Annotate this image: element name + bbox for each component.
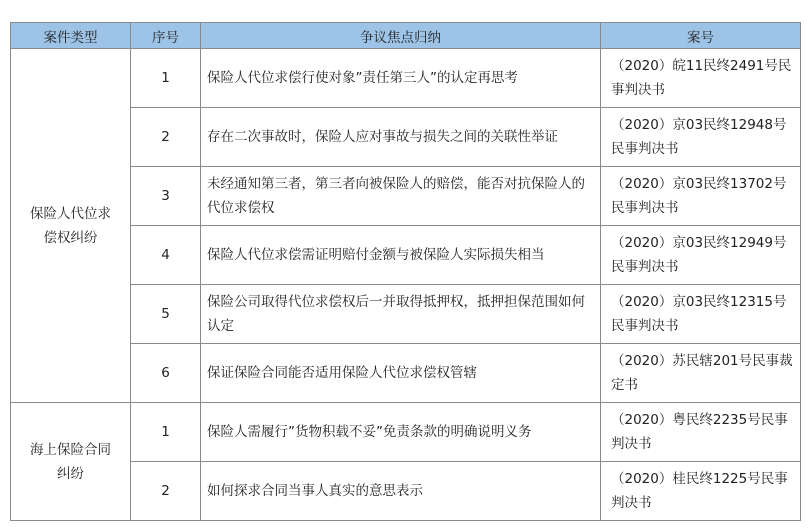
row-number: 1	[131, 49, 201, 108]
focus-cell: 未经通知第三者，第三者向被保险人的赔偿，能否对抗保险人的代位求偿权	[201, 167, 601, 226]
row-number: 4	[131, 226, 201, 285]
header-row	[11, 23, 801, 49]
case-type-cell: 保险人代位求偿权纠纷	[11, 49, 131, 403]
focus-cell: 如何探求合同当事人真实的意思表示	[201, 462, 601, 521]
table-row	[11, 403, 801, 462]
focus-cell: 保险人需履行”货物积载不妥”免责条款的明确说明义务	[201, 403, 601, 462]
focus-cell: 保险人代位求偿需证明赔付金额与被保险人实际损失相当	[201, 226, 601, 285]
table-row	[11, 49, 801, 108]
row-number: 1	[131, 403, 201, 462]
focus-cell: 存在二次事故时，保险人应对事故与损失之间的关联性举证	[201, 108, 601, 167]
case-number-cell: （2020）京03民终12948号民事判决书	[601, 108, 801, 167]
header-case-type: 案件类型	[11, 23, 131, 49]
case-number-cell: （2020）桂民终1225号民事判决书	[601, 462, 801, 521]
case-table-container	[10, 22, 800, 521]
case-number-cell: （2020）京03民终12949号民事判决书	[601, 226, 801, 285]
focus-cell: 保险公司取得代位求偿权后一并取得抵押权，抵押担保范围如何认定	[201, 285, 601, 344]
case-type-cell: 海上保险合同纠纷	[11, 403, 131, 521]
header-number: 序号	[131, 23, 201, 49]
case-number-cell: （2020）粤民终2235号民事判决书	[601, 403, 801, 462]
case-number-cell: （2020）苏民辖201号民事裁定书	[601, 344, 801, 403]
row-number: 6	[131, 344, 201, 403]
case-number-cell: （2020）京03民终12315号民事判决书	[601, 285, 801, 344]
case-number-cell: （2020）皖11民终2491号民事判决书	[601, 49, 801, 108]
row-number: 2	[131, 108, 201, 167]
row-number: 2	[131, 462, 201, 521]
row-number: 5	[131, 285, 201, 344]
header-focus: 争议焦点归纳	[201, 23, 601, 49]
case-table	[10, 22, 801, 521]
focus-cell: 保险人代位求偿行使对象”责任第三人”的认定再思考	[201, 49, 601, 108]
focus-cell: 保证保险合同能否适用保险人代位求偿权管辖	[201, 344, 601, 403]
case-number-cell: （2020）京03民终13702号民事判决书	[601, 167, 801, 226]
row-number: 3	[131, 167, 201, 226]
header-case-no: 案号	[601, 23, 801, 49]
